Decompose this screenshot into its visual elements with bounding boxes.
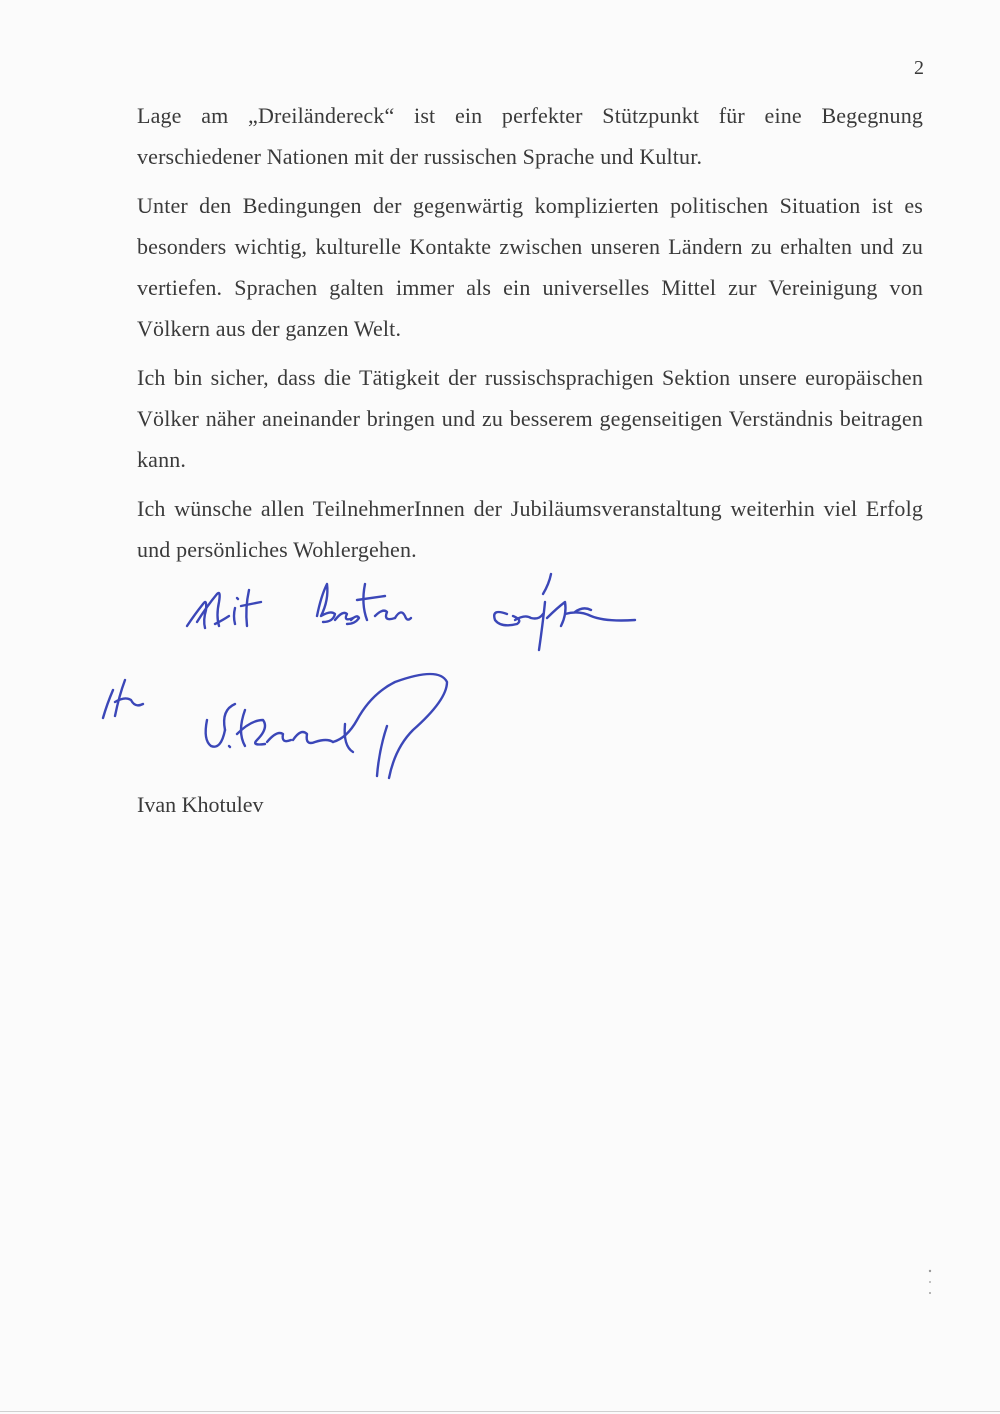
signoff-word-ihr [103, 680, 143, 718]
greeting-word-mit [187, 590, 261, 628]
signer-name: Ivan Khotulev [137, 792, 264, 817]
greeting-word-besten [317, 584, 411, 624]
paragraph-3: Ich bin sicher, dass die Tätigkeit der russischsprachigen Sektion unsere europäischen Völker näher aneinander bringen und zu besserem gegenseitigen Verständnis beitragen kann. [137, 365, 923, 472]
page-number: 2 [914, 57, 924, 79]
letter-body [137, 95, 923, 578]
paragraph-2: Unter den Bedingungen der gegenwärtig komplizierten politischen Situation ist es besonders wichtig, kulturelle Kontakte zwischen unseren Ländern zu erhalten und zu vertiefen. Sprachen galten immer als ein universelles Mittel zur Vereinigung von Völkern aus der ganzen Welt. [137, 193, 923, 341]
handwritten-signature [95, 570, 655, 785]
signature-mark [206, 674, 447, 778]
greeting-word-gruessen [494, 574, 635, 650]
paper-speck [928, 1268, 932, 1296]
paragraph-4: Ich wünsche allen TeilnehmerInnen der Jubiläumsveranstaltung weiterhin viel Erfolg und persönliches Wohlergehen. [137, 496, 923, 562]
page-bottom-edge [0, 1411, 1000, 1412]
paragraph-1: Lage am „Dreiländereck“ ist ein perfekter Stützpunkt für eine Begegnung verschiedener Nationen mit der russischen Sprache und Kultur. [137, 103, 923, 169]
signature-drawing [95, 570, 655, 785]
